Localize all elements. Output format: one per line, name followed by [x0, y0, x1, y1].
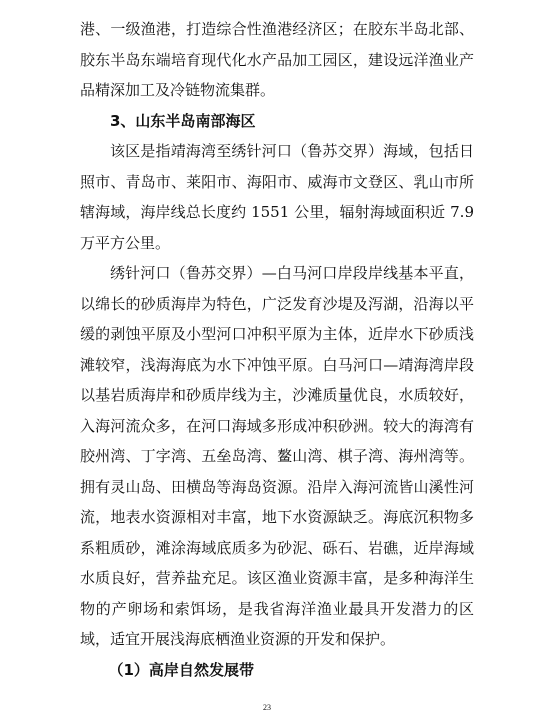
subsection-heading: （1）高岸自然发展带 — [108, 660, 254, 679]
page-number: 23 — [263, 703, 271, 712]
paragraph-area-description: 该区是指靖海湾至绣针河口（鲁苏交界）海域，包括日照市、青岛市、莱阳市、海阳市、威海市文登区、乳山市所辖海域，海岸线总长度约 1551 公里，辐射海域面积近 7.9 万平方公里。 — [80, 142, 474, 252]
paragraph-continuation: 港、一级渔港，打造综合性渔港经济区；在胶东半岛北部、胶东半岛东端培育现代化水产品加工园区，建设远洋渔业产品精深加工及冷链物流集群。 — [80, 20, 474, 99]
paragraph-coast-description: 绣针河口（鲁苏交界）—白马河口岸段岸线基本平直，以绵长的砂质海岸为特色，广泛发育沙堤及泻湖，沿海以平缓的剥蚀平原及小型河口冲积平原为主体，近岸水下砂质浅滩较窄，浅海海底为水下冲蚀平原。白马河口—靖海湾岸段以基岩质海岸和砂质岸线为主，沙滩质量优良，水质较好，入海河流众多，在河口海域多形成冲积砂洲。较大的海湾有胶州湾、丁字湾、五垒岛湾、鳌山湾、棋子湾、海州湾等。拥有灵山岛、田横岛等海岛资源。沿岸入海河流皆山溪性河流，地表水资源相对丰富，地下水资源缺乏。海底沉积物多系粗质砂，滩涂海域底质多为砂泥、砾石、岩礁，近岸海域水质良好，营养盐充足。该区渔业资源丰富，是多种海洋生物的产卵场和索饵场，是我省海洋渔业最具开发潜力的区域，适宜开展浅海底栖渔业资源的开发和保护。 — [80, 264, 474, 648]
section-heading: 3、山东半岛南部海区 — [110, 111, 256, 130]
